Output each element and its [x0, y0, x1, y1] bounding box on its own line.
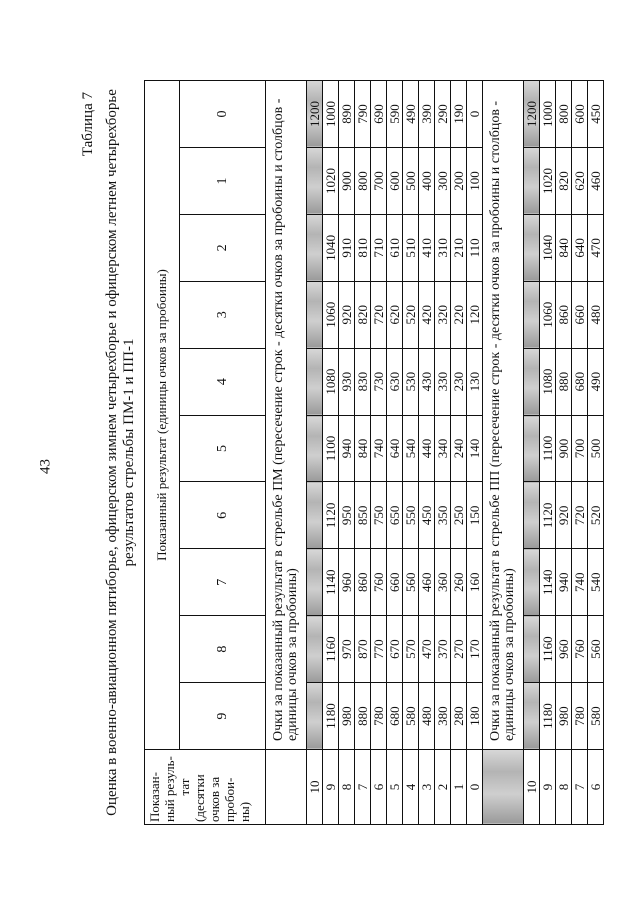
- score-cell: 830: [355, 348, 371, 415]
- row-header-line: пробои-: [222, 777, 237, 822]
- table-row: [572, 81, 588, 825]
- rotated-content: [80, 80, 620, 825]
- row-label: 1: [451, 750, 467, 825]
- score-cell: 230: [451, 348, 467, 415]
- score-cell: 460: [588, 147, 604, 214]
- score-cell: 960: [339, 549, 355, 616]
- score-cell: 1000: [540, 81, 556, 148]
- row-header-line: ный резуль-: [162, 756, 177, 822]
- score-cell: 720: [371, 281, 387, 348]
- unit-digit-header: 0: [180, 81, 266, 148]
- score-cell: [307, 482, 323, 549]
- score-cell: 110: [467, 214, 483, 281]
- row-header-line: Показан-: [147, 772, 162, 822]
- score-cell: 150: [467, 482, 483, 549]
- score-cell: 920: [556, 482, 572, 549]
- score-cell: 740: [572, 549, 588, 616]
- score-cell: 1180: [323, 683, 339, 750]
- row-label: 6: [371, 750, 387, 825]
- score-cell: [524, 683, 540, 750]
- score-cell: 480: [419, 683, 435, 750]
- row-label: 0: [467, 750, 483, 825]
- score-cell: 790: [355, 81, 371, 148]
- score-cell: 490: [588, 348, 604, 415]
- title-line: результатов стрельбы ПМ-1 и ПП-1: [121, 338, 137, 567]
- table-row: [387, 81, 403, 825]
- score-cell: 1160: [323, 616, 339, 683]
- score-cell: 400: [419, 147, 435, 214]
- table-label: Таблица 7: [80, 92, 96, 157]
- score-cell: 340: [435, 415, 451, 482]
- score-cell: [524, 415, 540, 482]
- score-cell: 280: [451, 683, 467, 750]
- score-cell: 660: [572, 281, 588, 348]
- score-cell: 1080: [540, 348, 556, 415]
- row-header-line: очков за: [207, 776, 222, 822]
- score-cell: 430: [419, 348, 435, 415]
- score-cell: 370: [435, 616, 451, 683]
- score-cell: 780: [371, 683, 387, 750]
- score-cell: 900: [556, 415, 572, 482]
- section-caption-blank: [266, 750, 307, 825]
- score-cell: 950: [339, 482, 355, 549]
- score-cell: 130: [467, 348, 483, 415]
- row-header-cell: [145, 750, 266, 825]
- table-row: [540, 81, 556, 825]
- score-cell: 840: [556, 214, 572, 281]
- score-cell: 260: [451, 549, 467, 616]
- table-row: [524, 81, 540, 825]
- score-cell: 800: [355, 147, 371, 214]
- score-cell: 860: [556, 281, 572, 348]
- table-row: [556, 81, 572, 825]
- score-cell: 520: [588, 482, 604, 549]
- table-row: [467, 81, 483, 825]
- score-cell: 760: [371, 549, 387, 616]
- row-header-line: тат: [177, 778, 192, 796]
- score-cell: 1040: [323, 214, 339, 281]
- score-cell: 290: [435, 81, 451, 148]
- score-cell: 740: [371, 415, 387, 482]
- section-caption: Очки за показанный результат в стрельбе ПМ (пересечение строк - десятки очков за пробоины и столбцов - единицы очков за пробоины): [266, 81, 307, 750]
- table-row: [371, 81, 387, 825]
- score-cell: 630: [387, 348, 403, 415]
- score-cell: 1080: [323, 348, 339, 415]
- score-cell: 560: [403, 549, 419, 616]
- score-cell: 410: [419, 214, 435, 281]
- score-cell: [524, 214, 540, 281]
- score-cell: 210: [451, 214, 467, 281]
- score-cell: 860: [355, 549, 371, 616]
- score-cell: 820: [556, 147, 572, 214]
- score-cell: [307, 415, 323, 482]
- score-cell: 330: [435, 348, 451, 415]
- table-row: [451, 81, 467, 825]
- score-cell: 350: [435, 482, 451, 549]
- score-cell: 1140: [540, 549, 556, 616]
- section-caption: Очки за показанный результат в стрельбе ПП (пересечение строк - десятки очков за пробоины и столбцов - единицы очков за пробоины): [483, 81, 524, 750]
- unit-digit-header: 2: [180, 214, 266, 281]
- unit-digit-header: 7: [180, 549, 266, 616]
- score-cell: 1020: [540, 147, 556, 214]
- score-cell: 420: [419, 281, 435, 348]
- score-cell: 1200: [307, 81, 323, 148]
- score-cell: [524, 348, 540, 415]
- score-cell: 850: [355, 482, 371, 549]
- table-row: [403, 81, 419, 825]
- score-cell: 650: [387, 482, 403, 549]
- score-cell: [307, 214, 323, 281]
- score-cell: [307, 348, 323, 415]
- score-cell: [307, 616, 323, 683]
- score-cell: 980: [339, 683, 355, 750]
- score-cell: 170: [467, 616, 483, 683]
- score-cell: 680: [572, 348, 588, 415]
- section-caption-row: [266, 81, 307, 825]
- row-label: 10: [307, 750, 323, 825]
- score-cell: 670: [387, 616, 403, 683]
- row-header-line: (десятки: [192, 774, 207, 822]
- score-cell: 460: [419, 549, 435, 616]
- table-title: [104, 80, 138, 825]
- score-cell: [307, 147, 323, 214]
- score-cell: [524, 281, 540, 348]
- score-cell: 470: [588, 214, 604, 281]
- score-cell: 0: [467, 81, 483, 148]
- row-label: 9: [323, 750, 339, 825]
- score-cell: 1000: [323, 81, 339, 148]
- score-cell: 810: [355, 214, 371, 281]
- score-cell: 800: [556, 81, 572, 148]
- score-cell: 620: [387, 281, 403, 348]
- score-cell: 930: [339, 348, 355, 415]
- score-cell: 1100: [323, 415, 339, 482]
- score-cell: 250: [451, 482, 467, 549]
- score-cell: 620: [572, 147, 588, 214]
- score-cell: 920: [339, 281, 355, 348]
- score-cell: 240: [451, 415, 467, 482]
- score-cell: 550: [403, 482, 419, 549]
- score-cell: 500: [403, 147, 419, 214]
- score-cell: 380: [435, 683, 451, 750]
- score-cell: 1180: [540, 683, 556, 750]
- score-cell: 320: [435, 281, 451, 348]
- score-cell: 1100: [540, 415, 556, 482]
- score-cell: 490: [403, 81, 419, 148]
- score-cell: 680: [387, 683, 403, 750]
- score-cell: 640: [572, 214, 588, 281]
- score-cell: 270: [451, 616, 467, 683]
- column-group-header: Показанный результат (единицы очков за пробоины): [145, 81, 180, 750]
- row-label: 8: [339, 750, 355, 825]
- score-cell: 880: [556, 348, 572, 415]
- score-cell: 690: [371, 81, 387, 148]
- score-cell: 190: [451, 81, 467, 148]
- row-label: 2: [435, 750, 451, 825]
- table-row: [419, 81, 435, 825]
- score-cell: 580: [588, 683, 604, 750]
- score-cell: 300: [435, 147, 451, 214]
- score-cell: 900: [339, 147, 355, 214]
- score-cell: [307, 683, 323, 750]
- score-cell: 730: [371, 348, 387, 415]
- score-cell: 1020: [323, 147, 339, 214]
- score-cell: 780: [572, 683, 588, 750]
- unit-digit-header: 6: [180, 482, 266, 549]
- score-cell: 660: [387, 549, 403, 616]
- score-cell: 540: [588, 549, 604, 616]
- score-cell: [524, 616, 540, 683]
- score-cell: 470: [419, 616, 435, 683]
- score-cell: 180: [467, 683, 483, 750]
- row-header-line: ны): [237, 801, 252, 822]
- score-cell: 120: [467, 281, 483, 348]
- score-cell: 540: [403, 415, 419, 482]
- score-cell: 710: [371, 214, 387, 281]
- score-cell: 770: [371, 616, 387, 683]
- score-cell: 1060: [323, 281, 339, 348]
- score-cell: 870: [355, 616, 371, 683]
- unit-digit-header: 1: [180, 147, 266, 214]
- section-caption-blank: [483, 750, 524, 825]
- unit-digit-header: 5: [180, 415, 266, 482]
- score-cell: 940: [339, 415, 355, 482]
- score-cell: 880: [355, 683, 371, 750]
- unit-digit-header: 8: [180, 616, 266, 683]
- score-cell: 520: [403, 281, 419, 348]
- row-label: 6: [588, 750, 604, 825]
- row-label: 10: [524, 750, 540, 825]
- score-cell: 820: [355, 281, 371, 348]
- score-cell: 910: [339, 214, 355, 281]
- score-cell: [307, 281, 323, 348]
- score-cell: 700: [371, 147, 387, 214]
- table-row: [307, 81, 323, 825]
- score-cell: [524, 549, 540, 616]
- row-label: 9: [540, 750, 556, 825]
- score-cell: 1120: [323, 482, 339, 549]
- table-row: [339, 81, 355, 825]
- table-row: [323, 81, 339, 825]
- score-cell: 970: [339, 616, 355, 683]
- table-row: [435, 81, 451, 825]
- section-caption-row: [483, 81, 524, 825]
- score-cell: 510: [403, 214, 419, 281]
- score-cell: 980: [556, 683, 572, 750]
- score-cell: [307, 549, 323, 616]
- table-body: [266, 81, 604, 825]
- unit-digit-header: 3: [180, 281, 266, 348]
- page-number: 43: [37, 459, 54, 474]
- score-cell: 500: [588, 415, 604, 482]
- score-cell: 640: [387, 415, 403, 482]
- unit-digit-header: 4: [180, 348, 266, 415]
- score-cell: 200: [451, 147, 467, 214]
- score-cell: 700: [572, 415, 588, 482]
- row-label: 4: [403, 750, 419, 825]
- score-cell: 940: [556, 549, 572, 616]
- score-cell: 1060: [540, 281, 556, 348]
- table-row: [355, 81, 371, 825]
- score-cell: 450: [588, 81, 604, 148]
- score-cell: 1040: [540, 214, 556, 281]
- score-cell: 750: [371, 482, 387, 549]
- row-label: 3: [419, 750, 435, 825]
- unit-digit-header: 9: [180, 683, 266, 750]
- score-cell: 100: [467, 147, 483, 214]
- score-cell: 1200: [524, 81, 540, 148]
- row-label: 7: [572, 750, 588, 825]
- score-cell: 890: [339, 81, 355, 148]
- score-cell: 580: [403, 683, 419, 750]
- score-cell: 960: [556, 616, 572, 683]
- score-cell: 140: [467, 415, 483, 482]
- row-label: 5: [387, 750, 403, 825]
- row-label: 7: [355, 750, 371, 825]
- score-cell: 220: [451, 281, 467, 348]
- score-cell: 360: [435, 549, 451, 616]
- score-cell: 560: [588, 616, 604, 683]
- score-cell: 570: [403, 616, 419, 683]
- score-cell: 1120: [540, 482, 556, 549]
- score-cell: [524, 482, 540, 549]
- row-label: 8: [556, 750, 572, 825]
- score-cell: 480: [588, 281, 604, 348]
- score-cell: 1160: [540, 616, 556, 683]
- score-cell: 840: [355, 415, 371, 482]
- score-cell: 1140: [323, 549, 339, 616]
- score-cell: 590: [387, 81, 403, 148]
- title-line: Оценка в военно-авиационном пятиборье, офицерском зимнем четырехборье и офицерском летнем четырехборье: [104, 89, 120, 816]
- score-cell: 390: [419, 81, 435, 148]
- score-cell: 720: [572, 482, 588, 549]
- score-cell: 610: [387, 214, 403, 281]
- score-cell: 310: [435, 214, 451, 281]
- score-cell: 160: [467, 549, 483, 616]
- score-cell: 450: [419, 482, 435, 549]
- score-cell: 530: [403, 348, 419, 415]
- table-label-row: [80, 80, 102, 825]
- table-row: [588, 81, 604, 825]
- score-cell: [524, 147, 540, 214]
- score-cell: 600: [572, 81, 588, 148]
- score-cell: 760: [572, 616, 588, 683]
- score-table: [144, 80, 604, 825]
- score-cell: 600: [387, 147, 403, 214]
- score-cell: 440: [419, 415, 435, 482]
